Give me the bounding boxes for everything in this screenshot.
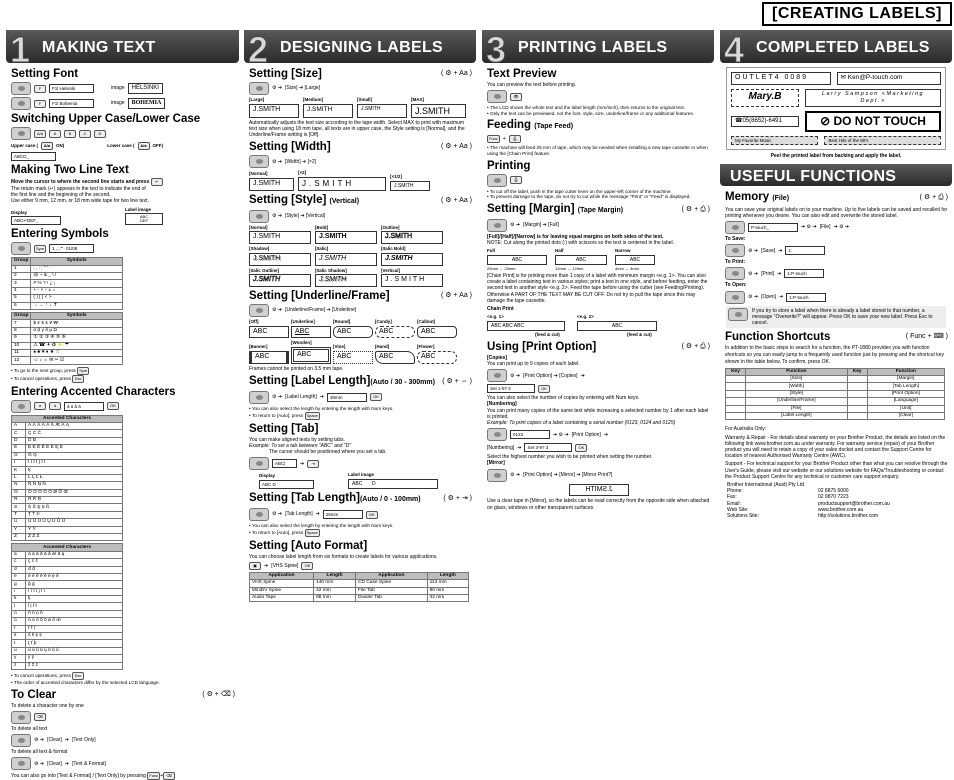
contact-row: Brother International (Aust) Pty Ltd bbox=[727, 481, 804, 488]
printing-labels-header bbox=[482, 29, 714, 70]
tab-lcd: ABC D bbox=[259, 480, 314, 489]
australia-only: For Australia Only: bbox=[725, 426, 767, 433]
memory-text: You can save your original labels on to your machine. Up to five labels can be saved and recalled for printing whenever you desire. You can also edit and overwrite the stored label. bbox=[725, 206, 948, 219]
symbol-key: Sym bbox=[79, 367, 88, 373]
table-row: I Ì Í Î Ï Į Ī İ bbox=[12, 460, 123, 467]
setting-size-heading: Setting [Size] ( ⚙ + Aa ) bbox=[249, 68, 472, 80]
table-row: [File] [Unit] bbox=[726, 405, 945, 412]
caps-key: A/a bbox=[138, 142, 150, 150]
keypad-icon bbox=[249, 210, 269, 223]
accent-lcd: à á â ä bbox=[64, 402, 104, 411]
table-row: n ñ ń ņ ň bbox=[12, 610, 123, 617]
chain-print-title: Chain Print bbox=[487, 306, 514, 313]
two-line-label: ABC DEF bbox=[125, 213, 163, 225]
designing-labels-header bbox=[244, 29, 476, 70]
sample-label-hits: Best Hits of the 80's bbox=[824, 136, 941, 146]
step-number: 1 bbox=[10, 29, 31, 70]
space-key: Space bbox=[306, 529, 318, 535]
accent-notes: • To cancel operations, press Esc • The order of accented characters differ by the selected LCD language. bbox=[11, 672, 235, 686]
setting-tab-heading: Setting [Tab] bbox=[249, 422, 319, 435]
table-row: k ķ bbox=[12, 596, 123, 603]
ok-key[interactable]: OK bbox=[107, 402, 119, 410]
enter-key: ↵ bbox=[151, 178, 163, 186]
table-row: U Ù Ú Û Ü Ų Ū Ů Ű bbox=[12, 519, 123, 526]
tab-length-heading: Setting [Tab Length](Auto / 0 - 100mm) ( ⚙ + ⇥ ) bbox=[249, 492, 472, 505]
sample-label-music: My Favorite Music bbox=[731, 136, 818, 146]
frame-note: Frames cannot be printed on 3.5 mm tape. bbox=[249, 365, 344, 372]
accent-tables bbox=[11, 415, 235, 670]
letter-key[interactable]: A bbox=[49, 130, 61, 138]
backspace-key[interactable]: ⌫ bbox=[34, 713, 46, 721]
width-samples: [Normal] J.SMITH [×2] J.SMITH [×1/2] J.SMITH bbox=[249, 170, 472, 191]
table-row: c ç ć č bbox=[12, 559, 123, 566]
table-row: 11 ♠ ♣ ♥ ♦ ★ ☆ bbox=[12, 349, 123, 356]
section-title: COMPLETED LABELS bbox=[756, 39, 930, 56]
keypad-icon bbox=[725, 291, 745, 304]
preview-key[interactable]: 👁 bbox=[510, 93, 522, 101]
keypad-icon bbox=[487, 219, 507, 232]
table-row: MiniDV Spine 42 mm File Tab 80 mm bbox=[250, 587, 469, 594]
escape-key: Esc bbox=[72, 375, 84, 383]
keypad-icon bbox=[11, 97, 31, 110]
contact-row: Email: productsupport@brother.com.au bbox=[727, 500, 890, 507]
setting-style-heading: Setting [Style] (Vertical) ( ⚙ + Aa ) bbox=[249, 193, 472, 206]
table-row: T Ţ Ť Þ bbox=[12, 511, 123, 518]
font-display-2: F1l Bohemia bbox=[49, 99, 94, 108]
ok-key[interactable]: OK bbox=[370, 393, 382, 401]
template-key[interactable]: ▣ bbox=[249, 562, 261, 570]
ok-key[interactable]: OK bbox=[538, 385, 550, 393]
table-row: 4 + - × ÷ ± = bbox=[12, 287, 123, 294]
keypad-icon bbox=[487, 90, 507, 103]
underline-frame-heading: Setting [Underline/Frame] ( ⚙ + Aa ) bbox=[249, 289, 472, 302]
preview-text: You can preview the text before printing. bbox=[487, 82, 577, 88]
contact-row: Web Site: www.brother.com.au bbox=[727, 506, 864, 513]
frame-samples-1: [Off] ABC [Underline] ABC [Round] ABC [Candy] ABC [Callout] ABC bbox=[249, 319, 472, 338]
designing-labels-column: 2 DESIGNING LABELS Setting [Size] ( ⚙ + Aa ) ⚙ ➔ [Size] ➔ [Large] [Large] J.SMITH [Medium] J.SMITH [Small] J.SMITH [MAX] J.SMITH Automatically adjusts the text size according to the tape width. Select MAX to print with maximum text size when using 18 mm tape, all texts are in upper case, the Style setting is [Normal], and the Underline/Frame setting is [Off]. Setting [Width] ( ⚙ + Aa ) ⚙ ➔ [Width] ➔ [×2] [Normal] J.SMITH [×2] J.SMITH [×1/2] J.SMITH Setting [Style] (Vertical) ( ⚙ + Aa ) ⚙ ➔ [Style] ➔ [Vertical] [Normal] J.SMITH [Bold] J.SMITH [Outline] J.SMITH [Shadow] J.SMITH [Italic] J.SMITH [Italic Bold] J.SMITH [Italic Outline] J.SMITH [Italic Shadow] J.SMITH [Vertical] J.SMITH Setting [Underline/Frame] ( ⚙ + Aa ) ⚙ ➔ [Underline/Frame] ➔ [Underline] [Off] ABC [Underline] ABC [Round] ABC [Candy] ABC [Callout] ABC [Banner] ABC [Wooden] ABC [Vine] ABC [Hand] ABC [Flower] ABC Frames cannot be printed on 3.5 mm tape. Setting [Label Length](Auto / 30 - 300mm) ( ⚙ + ⇔ ) ⚙ ➔ [Label Length] ➔ 30mm OK • You can also select the length by entering the length with Num keys. • To return to [Auto], press Space Setting [Tab] You can make aligned texts by setting tabs. Example: To set a tab between "ABC" and "D" The cursor should be positioned where you set a tab. ABC| ➔ ⇥ Display ABC D Label image ABC D Setting [Tab Length](Auto / 0 - 100mm) ( ⚙ + ⇥ ) ⚙ ➔ [Tab Length] ➔ 25mm OK • You can also select the length by entering the length with Num keys. • To return to [Auto], press Space Setting [Auto Format] You can choose label length from six formats to create labels for various applications. ▣ ➔ [VHS Spine] OK Application Length Application Length VHS Spine 140 mm CD Case Spine 113 mm MiniDV Spine 42 mm File Tab 80 mm Audio Tape 88 mm Divider Tab 42 mm bbox=[244, 30, 476, 670]
caps-key[interactable]: A/a bbox=[34, 130, 46, 138]
table-row: Audio Tape 88 mm Divider Tab 42 mm bbox=[250, 594, 469, 601]
table-row: 6 → ← ↑ ↓ ✝ bbox=[12, 302, 123, 309]
font-display-1: F1l Helsinki bbox=[49, 84, 94, 93]
tab-label: ABC D bbox=[348, 479, 438, 489]
copies-text: [Copies] You can print up to 9 copies of each label. bbox=[487, 354, 580, 367]
numbering-text: You can also select the number of copies by entering with Num keys. [Numbering] You can print many copies of the same text while increasing a selected number by 1 after each label is printed. Example: To print copies of a label containing a serial number (0123, 0124 and 0125) bbox=[487, 395, 709, 426]
table-row: 2 @ ~ & _ \ / bbox=[12, 273, 123, 280]
numbering-lcd: 0123 bbox=[510, 430, 550, 439]
keypad-icon bbox=[487, 469, 507, 482]
table-row: G Ğ Ģ bbox=[12, 452, 123, 459]
tab-length-lcd: 25mm bbox=[323, 510, 363, 519]
case-display bbox=[11, 152, 235, 161]
tab-length-notes: • You can also select the length by entering the length with Num keys. • To return to [Auto], press Space bbox=[249, 523, 472, 537]
symbol-table-2: Group Symbols 7 $ ¢ € £ ¥ ₩ 8 α β γ δ μ Ω 9 ① ② ③ ④ ⑤ ⑥ 10 ⚠ ☎ ✈ ♻ ⚡ ☂ 11 ♠ ♣ ♥ ♦ ★ ☆ 12 ☺ ♪ ☼ ✉ ✂ ☑ bbox=[11, 312, 123, 365]
keypad-icon bbox=[11, 82, 31, 95]
sample-label-donottouch: ⊘ DO NOT TOUCH bbox=[805, 111, 941, 132]
table-row: 5 ( ) [ ] < > bbox=[12, 295, 123, 302]
keypad-icon bbox=[249, 457, 269, 470]
chain-samples: <e.g. 1> ABC ABC ABC (feed & cut) <e.g. 2> ABC (feed & cut) bbox=[487, 314, 710, 338]
table-row: 9 ① ② ③ ④ ⑤ ⑥ bbox=[12, 335, 123, 342]
sample-label-mary: Mary.B bbox=[731, 89, 799, 107]
table-row: e è é ê ë ē ė ę ě bbox=[12, 573, 123, 580]
clear-text-4: You can also go into [Text & Format] / [Text Only] by pressing Func + ⌫ bbox=[11, 772, 235, 780]
entering-symbols-heading: Entering Symbols bbox=[11, 228, 109, 241]
table-row: C Ç Ć Č bbox=[12, 430, 123, 437]
text-preview-heading: Text Preview bbox=[487, 68, 557, 80]
ok-key[interactable]: OK bbox=[575, 444, 587, 452]
tab-key[interactable]: ⇥ bbox=[307, 460, 319, 468]
step-number: 3 bbox=[486, 29, 507, 70]
table-row: [Size] [Margin] bbox=[726, 375, 945, 382]
switching-case-heading: Switching Upper Case/Lower Case bbox=[11, 113, 201, 125]
symbol-tables bbox=[11, 257, 235, 364]
accent-keys bbox=[11, 400, 235, 413]
table-row: 10 ⚠ ☎ ✈ ♻ ⚡ ☂ bbox=[12, 342, 123, 349]
accent-table-1: Accented Characters A À Á Â Ã Ä Å Æ Ā Ą C Ç Ć Č D Ď Ð E È É Ê Ë Ē Ė Ę Ě G Ğ Ģ I Ì Í Î Ï Į Ī İ K Ķ L Ĺ Ļ Ľ Ł N Ñ Ń Ņ Ň O Ò Ó Ô Õ Ö Ø Ő Œ R Ŕ Ř Ŗ S Ś Š Ş Ș ß T Ţ Ť Þ U Ù Ú Û Ü Ų Ū Ů Ű Y Ý Ÿ Z Ź Ž Ż bbox=[11, 415, 123, 542]
table-row: u ù ú û ü ų ū ů ű bbox=[12, 647, 123, 654]
peel-instruction: Peel the printed label from backing and apply the label. bbox=[770, 153, 902, 160]
printing-labels-column: 3 PRINTING LABELS Text Preview You can preview the text before printing. 👁 • The LCD shows the whole text and the label length (mm/inch), then returns to the original text. • Only the text can be previewed, not the font, style, size, underline/frame or any additional features. Feeding (Tape Feed) Func + ⎙ • The machine will feed 25 mm of tape, which may be needed when installing a new tape cassette or when using the [Chain Print] feature. Printing ⎙ • To cut off the label, push in the tape cutter lever on the upper-left corner of the machine. • To prevent damage to the tape, do not try to cut while the message "Print" or "Feed" is displayed. Setting [Margin] (Tape Margin) ( ⚙ + ⎙ ) ⚙ ➔ [Margin] ➔ [Full] [Full]/[Half]/[Narrow] is for leaving equal margins on both sides of the text. NOTE: Cut along the printed dots (:) with scissors so the text is centered in the label. Full ABC 25mm ↔ 25mm Half ABC 12mm ↔ 12mm Narrow ABC 4mm ↔ 4mm [Chain Print] is for printing more than 1 copy of a label with minimum margin <e.g. 1>. You can also create a label containing text in various styles; print a text in one style, and before feeding, enter the second text in another style <e.g. 2>. Feed the tape before using the cutter (see Feeding/Printing). Otherwise A PART OF THE TEXT MAY BE CUT OFF. Do not try to pull the tape since this may damage the tape cassette. Chain Print <e.g. 1> ABC ABC ABC (feed & cut) <e.g. 2> ABC (feed & cut) Using [Print Option] ( ⚙ + ⎙ ) [Copies] You can print up to 9 copies of each label. ⚙ ➔ [Print Option] ➔ [Copies] ➔ Set 1-9? 2 OK You can also select the number of copies by entering with Num keys. [Numbering] You can print many copies of the same text while increasing a selected number by 1 after each label is printed. Example: To print copies of a label containing a serial number (0123, 0124 and 0125) 0123 ➔ ⚙ ➔ [Print Option] ➔ [Numbering] ➔ Set 3-9? 3 OK Select the highest number you wish to be printed when setting the number. [Mirror] ⚙ ➔ [Print Option] ➔ [Mirror] ➔ [Mirror Print?] J.SMITH Use a clear tape in [Mirror], so the labels can be read correctly from the opposite side when attached on glass, windows or other transparent surfaces. bbox=[482, 30, 714, 670]
ok-key[interactable]: OK bbox=[366, 511, 378, 519]
table-row: O Ò Ó Ô Õ Ö Ø Ő Œ bbox=[12, 489, 123, 496]
table-row: l ĺ ļ ľ ł bbox=[12, 603, 123, 610]
sample-label-sampson: Larry Sampson <Marketing Dept.> bbox=[805, 89, 941, 107]
table-row: r ŕ ř ŗ bbox=[12, 625, 123, 632]
contact-row: Phone: 02 8875 6000 bbox=[727, 488, 849, 495]
keypad-icon bbox=[249, 508, 269, 521]
table-row: R Ŕ Ř Ŗ bbox=[12, 497, 123, 504]
section-title: PRINTING LABELS bbox=[518, 39, 668, 56]
mirror-text: Select the highest number you wish to be printed when setting the number. [Mirror] bbox=[487, 454, 653, 467]
table-row: L Ĺ Ļ Ľ Ł bbox=[12, 474, 123, 481]
image-label: image bbox=[111, 85, 125, 92]
symbol-lcd: 1 .,:;"'· 01/08 bbox=[49, 244, 94, 253]
auto-format-table: Application Length Application Length VHS Spine 140 mm CD Case Spine 113 mm MiniDV Spine 42 mm File Tab 80 mm Audio Tape 88 mm Divider Tab 42 mm bbox=[249, 572, 469, 603]
print-option-heading: Using [Print Option] ( ⚙ + ⎙ ) bbox=[487, 340, 710, 353]
space-key: Space bbox=[306, 412, 318, 418]
clear-text-1: To delete a character one by one bbox=[11, 702, 84, 709]
image-label: image bbox=[111, 100, 125, 107]
keypad-icon bbox=[487, 428, 507, 441]
copies-lcd: Set 1-9? 2 bbox=[487, 384, 535, 393]
support-text: Support - For technical support for your Brother Product other than what you can resolve through the User's Guide, please visit our website or our solutions website for FAQs/Troubleshooting or contact the Product Support Centre for any technical or customer care support enquiry. bbox=[725, 461, 948, 480]
letter-key[interactable]: a bbox=[34, 402, 46, 410]
length-lcd: 30mm bbox=[327, 393, 367, 402]
sample-label-phone: ☎05(8652)-6491 bbox=[731, 116, 799, 128]
completed-labels-header bbox=[720, 29, 952, 70]
label-length-heading: Setting [Label Length](Auto / 30 - 300mm) ( ⚙ + ⇔ ) bbox=[249, 374, 472, 387]
case-keys bbox=[11, 127, 235, 140]
table-row: o ò ó ô õ ö ø ő œ bbox=[12, 618, 123, 625]
table-row: i ì í î ï į ī ı bbox=[12, 588, 123, 595]
keypad-icon bbox=[725, 244, 745, 257]
margin-samples: Full ABC 25mm ↔ 25mm Half ABC 12mm ↔ 12mm Narrow ABC 4mm ↔ 4mm bbox=[487, 248, 710, 271]
font-row-1 bbox=[11, 82, 235, 95]
setting-margin-heading: Setting [Margin] (Tape Margin) ( ⚙ + ⎙ ) bbox=[487, 202, 710, 215]
print-key[interactable]: ⎙ bbox=[509, 135, 521, 143]
keypad-icon bbox=[11, 757, 31, 770]
printing-heading: Printing bbox=[487, 159, 531, 172]
keypad-icon bbox=[11, 127, 31, 140]
to-open-label: To Open: bbox=[725, 282, 747, 289]
making-text-header bbox=[6, 29, 239, 70]
printing-notes: • To cut off the label, push in the tape cutter lever on the upper-left corner of the machine. • To prevent damage to the tape, do not try to cut while the message "Print" or "Feed" is displayed. bbox=[487, 189, 710, 200]
hand-icon bbox=[728, 308, 748, 321]
font-sample-1: HELSINKI bbox=[128, 83, 163, 95]
font-key[interactable]: F bbox=[34, 100, 46, 108]
page-title: [CREATING LABELS] bbox=[762, 2, 952, 26]
preview-notes: • The LCD shows the whole text and the label length (mm/inch), then returns to the original text. • Only the text can be previewed, not the font, style, size, underline/frame or any additional features. bbox=[487, 105, 710, 116]
keypad-icon bbox=[725, 267, 745, 280]
letter-key[interactable]: C bbox=[79, 130, 91, 138]
table-row: Y Ý Ÿ bbox=[12, 526, 123, 533]
two-line-text: Move the cursor to where the second line starts and press ↵ The return mark (↵) appears in the text to indicate the end of the first line and the beginning of the second. Use either 9 mm, 12 mm, or 18 mm wide tape for two line text. bbox=[11, 178, 235, 205]
section-title: MAKING TEXT bbox=[42, 39, 156, 56]
two-line-heading: Making Two Line Text bbox=[11, 164, 129, 176]
step-number: 2 bbox=[248, 29, 269, 70]
useful-functions-header bbox=[720, 164, 952, 186]
table-row: y ý ÿ bbox=[12, 655, 123, 662]
section-title: USEFUL FUNCTIONS bbox=[730, 167, 897, 185]
two-line-example: Display ABC↵DEF_ Label image ABC DEF bbox=[11, 207, 235, 226]
ok-key[interactable]: OK bbox=[301, 562, 313, 570]
table-row: S Ś Š Ş Ș ß bbox=[12, 504, 123, 511]
print-key[interactable]: ⎙ bbox=[510, 176, 522, 184]
table-row: Z Ź Ž Ż bbox=[12, 533, 123, 540]
mirror-description: Use a clear tape in [Mirror], so the labels can be read correctly from the opposite side when attached on glass, windows or other transparent surfaces. bbox=[487, 498, 710, 511]
keypad-icon bbox=[249, 304, 269, 317]
frame-samples-2: [Banner] ABC [Wooden] ABC [Vine] ABC [Hand] ABC [Flower] ABC bbox=[249, 340, 472, 363]
feeding-notes: • The machine will feed 25 mm of tape, which may be needed when installing a new tape cassette or when using the [Chain Print] feature. bbox=[487, 145, 710, 156]
keypad-icon bbox=[11, 734, 31, 747]
completed-labels-column: 4 COMPLETED LABELS OUTLET4 0089 ✉ Ken@P-touch.com Mary.B Larry Sampson <Marketing Dept.> ☎05(8652)-6491 ⊘ DO NOT TOUCH My Favorite Music Best Hits of the 80's Peel the printed label from backing and apply the label. USEFUL FUNCTIONS Memory (File) ( ⚙ + ⎙ ) You can save your original labels on to your machine. Up to five labels can be saved and recalled for printing whenever you desire. You can also edit and overwrite the stored label. P-touch_ ➔ ⚙ ➔ [File] ➔ ⚙ ➔ To Save: ⚙ ➔ [Save] ➔ 1: To Print: ⚙ ➔ [Print] ➔ 1:P-touch To Open: ⚙ ➔ [Open] ➔ 1:P-touch If you try to store a label when there is already a label stored to that number, a message "Overwrite?" will appear. Press OK to save your new label. Press Esc to cancel. Function Shortcuts ( Func + ⌨ ) In addition to the basic steps to search for a function, the PT-1880 provides you with function shortcuts so you can easily jump to a frequently used function just by pressing and the shortcut key shown in the table below. To confirm, press OK. Key Function Key Function [Size] [Margin] [Width] [Tab Length] [Style] [Print Option] [Underline/Frame] [Language] [File] [Unit] [Label Length] [Clear] For Australia Only: Warranty & Repair - For details about warranty on your Brother Product, the details are listed on the following link www.brother.com.au under warranty. For warranty service (repair) of your Brother product you will need to retain a copy of your sales docket and contact the Support Centre for location of nearest Authorised Warranty Centre (AWC). Support - For technical support for your Brother Product other than what you can resolve through the User's Guide, please visit our website or our solutions website for FAQs/Troubleshooting or contact the Product Support Centre for any technical or customer care support enquiry. Brother International (Aust) Pty Ltd Phone: 02 8875 6000 Fax: 02 9870 7223 Email: productsupport@brother.com.au Web Site: www.brother.com.au Solutions Site: http://solutions.brother.com bbox=[720, 30, 952, 670]
size-description: Automatically adjusts the text size according to the tape width. Select MAX to print with maximum text size when using 18 mm tape, all texts are in upper case, the Style setting is [Normal], and the Underline/Frame setting is [Off]. bbox=[249, 119, 465, 139]
memory-lcd: P-touch_ bbox=[748, 223, 798, 232]
numbering-set-lcd: Set 3-9? 3 bbox=[524, 443, 572, 452]
style-samples-1: [Normal] J.SMITH [Bold] J.SMITH [Outline] J.SMITH bbox=[249, 225, 472, 244]
contact-info bbox=[725, 482, 902, 520]
sample-label-outlet: OUTLET4 0089 bbox=[731, 72, 831, 85]
func-key[interactable]: Func bbox=[489, 136, 498, 142]
auto-format-heading: Setting [Auto Format] bbox=[249, 539, 368, 552]
making-text-column: 1 MAKING TEXT Setting Font F F1l Helsinki image HELSINKI F F1l Bohemia image BOHEMIA Switching Upper Case/Lower Case A/a A B C D Upper case ( A/a ON) Lower case ( A/a OFF) ABCD_ Making Two Line Text Move the cursor to where the second line starts and press ↵ The return mark (↵) appears in the text to indicate the end of the first line and the beginning of the second. Use either 9 mm, 12 mm, or 18 mm wide tape for two line text. Display ABC↵DEF_ Label image ABC DEF Entering Symbols Sym 1 .,:;"'· 01/08 Group Symbols 1 . , : ; " ' · 2 @ ~ & _ \ / 3 # % ? ! ¿ ¡ 4 + - × ÷ ± = 5 ( ) [ ] < > 6 → ← ↑ ↓ ✝ Group Symbols 7 $ ¢ € £ ¥ ₩ 8 α β γ δ μ Ω 9 ① ② ③ ④ ⑤ ⑥ 10 ⚠ ☎ ✈ ♻ ⚡ ☂ 11 ♠ ♣ ♥ ♦ ★ ☆ 12 ☺ ♪ ☼ ✉ ✂ ☑ • To go to the next group, press Sym • To cancel operations, press Esc Entering Accented Characters a à à á â ä OK Accented Characters A À Á Â Ã Ä Å Æ Ā Ą C Ç Ć Č D Ď Ð E È É Ê Ë Ē Ė Ę Ě G Ğ Ģ I Ì Í Î Ï Į Ī İ K Ķ L Ĺ Ļ Ľ Ł N Ñ Ń Ņ Ň O Ò Ó Ô Õ Ö Ø Ő Œ R Ŕ Ř Ŗ S Ś Š Ş Ș ß T Ţ Ť Þ U Ù Ú Û Ü Ų Ū Ů Ű Y Ý Ÿ Z Ź Ž Ż Accented Characters a à á â ã ä å æ ā ą c ç ć č d ď ð e è é ê ë ē ė ę ě g ğ ģ i ì í î ï į ī ı k ķ l ĺ ļ ľ ł n ñ ń ņ ň o ò ó ô õ ö ø ő œ r ŕ ř ŗ s ś š ş ș t ţ ť þ u ù ú û ü ų ū ů ű y ý ÿ z ź ž ż • To cancel operations, press Esc • The order of accented characters differ by the selected LCD language. To Clear ( ⚙ + ⌫ ) To delete a character one by one ⌫ To delete all text ⚙ ➔ [Clear] ➔ [Text Only] To delete all text & format ⚙ ➔ [Clear] ➔ [Text & Format] You can also go into [Text & Format] / [Text Only] by pressing Func + ⌫ bbox=[6, 30, 239, 670]
tab-example: Display ABC D Label image ABC D bbox=[249, 472, 472, 489]
keypad-icon bbox=[11, 711, 31, 724]
table-row: 12 ☺ ♪ ☼ ✉ ✂ ☑ bbox=[12, 357, 123, 364]
table-row: D Ď Ð bbox=[12, 437, 123, 444]
symbol-notes: • To go to the next group, press Sym • To cancel operations, press Esc bbox=[11, 367, 235, 383]
table-row: N Ñ Ń Ņ Ň bbox=[12, 482, 123, 489]
table-row: VHS Spine 140 mm CD Case Spine 113 mm bbox=[250, 580, 469, 587]
tab-text: You can make aligned texts by setting tabs. Example: To set a tab between "ABC" and "D" The cursor should be positioned where you set a tab. bbox=[249, 436, 387, 455]
symbol-table-1: Group Symbols 1 . , : ; " ' · 2 @ ~ & _ \ / 3 # % ? ! ¿ ¡ 4 + - × ÷ ± = 5 ( ) [ ] < > 6 → ← ↑ ↓ ✝ bbox=[11, 257, 123, 310]
table-row: g ğ ģ bbox=[12, 581, 123, 588]
table-row: A À Á Â Ã Ä Å Æ Ā Ą bbox=[12, 423, 123, 430]
function-shortcuts-heading: Function Shortcuts ( Func + ⌨ ) bbox=[725, 330, 948, 343]
mirror-label: J.SMITH bbox=[569, 484, 629, 497]
table-row: t ţ ť þ bbox=[12, 640, 123, 647]
memory-note: If you try to store a label when there is already a label stored to that number, a message "Overwrite?" will appear. Press OK to save your new label. Press Esc to cancel. bbox=[726, 306, 946, 328]
keypad-icon bbox=[725, 221, 745, 234]
accent-table-2: Accented Characters a à á â ã ä å æ ā ą c ç ć č d ď ð e è é ê ë ē ė ę ě g ğ ģ i ì í î ï į ī ı k ķ l ĺ ļ ľ ł n ñ ń ņ ň o ò ó ô õ ö ø ő œ r ŕ ř ŗ s ś š ş ș t ţ ť þ u ù ú û ü ų ū ů ű y ý ÿ z ź ž ż bbox=[11, 543, 123, 670]
keypad-icon bbox=[487, 369, 507, 382]
clear-text-2: To delete all text bbox=[11, 725, 48, 732]
keypad-icon bbox=[487, 174, 507, 187]
to-print-label: To Print: bbox=[725, 259, 746, 266]
keypad-icon bbox=[249, 155, 269, 168]
table-row: d ď ð bbox=[12, 566, 123, 573]
memory-heading: Memory (File) ( ⚙ + ⎙ ) bbox=[725, 190, 948, 203]
feeding-heading: Feeding (Tape Feed) bbox=[487, 119, 574, 132]
accented-characters-heading: Entering Accented Characters bbox=[11, 385, 176, 398]
setting-width-heading: Setting [Width] ( ⚙ + Aa ) bbox=[249, 141, 472, 154]
step-number: 4 bbox=[724, 29, 745, 70]
to-save-label: To Save: bbox=[725, 235, 746, 242]
contact-row: Fax: 02 9870 7223 bbox=[727, 494, 849, 501]
style-samples-3: [Italic Outline] J.SMITH [Italic Shadow] J.SMITH [Vertical] J.SMITH bbox=[249, 268, 472, 287]
completed-labels-panel bbox=[726, 67, 946, 150]
case-lcd: ABCD_ bbox=[11, 152, 56, 161]
table-row: E È É Ê Ë Ē Ė Ę Ě bbox=[12, 445, 123, 452]
escape-key: Esc bbox=[72, 672, 84, 680]
sample-label-email: ✉ Ken@P-touch.com bbox=[837, 72, 941, 85]
function-shortcuts-text: In addition to the basic steps to search for a function, the PT-1880 provides you with function shortcuts so you can easily jump to a frequently used function just by pressing and the shortcut key shown in the table below. To confirm, press OK. bbox=[725, 344, 945, 365]
letter-key[interactable]: D bbox=[94, 130, 106, 138]
keypad-icon bbox=[11, 400, 31, 413]
caps-key: A/a bbox=[41, 142, 53, 150]
table-row: s ś š ş ș bbox=[12, 633, 123, 640]
table-row: 7 $ ¢ € £ ¥ ₩ bbox=[12, 320, 123, 327]
symbol-key[interactable]: Sym bbox=[36, 245, 44, 251]
table-row: [Label Length] [Clear] bbox=[726, 412, 945, 419]
table-row: [Underline/Frame] [Language] bbox=[726, 398, 945, 405]
table-row: z ź ž ż bbox=[12, 662, 123, 669]
table-row: [Width] [Tab Length] bbox=[726, 383, 945, 390]
accent-key[interactable]: à bbox=[49, 402, 61, 410]
keypad-icon bbox=[11, 242, 31, 255]
keypad-icon bbox=[249, 391, 269, 404]
symbol-keys bbox=[11, 242, 235, 255]
size-samples: [Large] J.SMITH [Medium] J.SMITH [Small] J.SMITH [MAX] J.SMITH bbox=[249, 97, 472, 118]
tab-cursor-lcd: ABC| bbox=[272, 459, 297, 468]
keypad-icon bbox=[249, 82, 269, 95]
auto-format-text: You can choose label length from six formats to create labels for various applications. bbox=[249, 553, 438, 560]
letter-key[interactable]: B bbox=[64, 130, 76, 138]
setting-font-heading: Setting Font bbox=[11, 68, 79, 80]
case-states: Upper case ( A/a ON) Lower case ( A/a OFF) bbox=[11, 143, 164, 149]
function-shortcuts-table: Key Function Key Function [Size] [Margin] [Width] [Tab Length] [Style] [Print Option] [Underline/Frame] [Language] [File] [Unit] [Label Length] [Clear] bbox=[725, 368, 945, 421]
margin-text-1: [Full]/[Half]/[Narrow] is for leaving equal margins on both sides of the text. NOTE: Cut along the printed dots (:) with scissors so the text is centered in the label. bbox=[487, 233, 675, 246]
section-title: DESIGNING LABELS bbox=[280, 39, 444, 56]
table-row: a à á â ã ä å æ ā ą bbox=[12, 551, 123, 558]
font-row-2 bbox=[11, 97, 235, 110]
table-row: 3 # % ? ! ¿ ¡ bbox=[12, 280, 123, 287]
table-row: K Ķ bbox=[12, 467, 123, 474]
contact-row: Solutions Site: http://solutions.brother.com bbox=[727, 513, 879, 520]
label-length-notes: • You can also select the length by entering the length with Num keys. • To return to [Auto], press Space bbox=[249, 406, 472, 420]
font-key[interactable]: F bbox=[34, 85, 46, 93]
table-row: [Style] [Print Option] bbox=[726, 390, 945, 397]
style-samples-2: [Shadow] J.SMITH [Italic] J.SMITH [Italic Bold] J.SMITH bbox=[249, 246, 472, 265]
font-sample-2: BOHEMIA bbox=[128, 98, 166, 110]
chain-print-text: [Chain Print] is for printing more than 1 copy of a label with minimum margin <e.g. 1>. You can also create a label containing text in various styles; print a text in one style, and before feeding, enter the second text in another style <e.g. 2>. Feed the tape before using the cutter (see Feeding/Printing). Otherwise A PART OF THE TEXT MAY BE CUT OFF. Do not try to pull the tape since this may damage the tape cassette. bbox=[487, 273, 708, 304]
table-row: 1 . , : ; " ' · bbox=[12, 265, 123, 272]
two-line-lcd: ABC↵DEF_ bbox=[11, 216, 61, 225]
table-row: 8 α β γ δ μ Ω bbox=[12, 327, 123, 334]
clear-text-3: To delete all text & format bbox=[11, 748, 68, 755]
to-clear-heading: To Clear ( ⚙ + ⌫ ) bbox=[11, 688, 235, 701]
warranty-text: Warranty & Repair - For details about warranty on your Brother Product, the details are listed on the following link www.brother.com.au under warranty. For warranty service (repair) of your Brother product you will need to retain a copy of your sales docket and contact the Support Centre for location of nearest Authorised Warranty Centre (AWC). bbox=[725, 434, 946, 460]
